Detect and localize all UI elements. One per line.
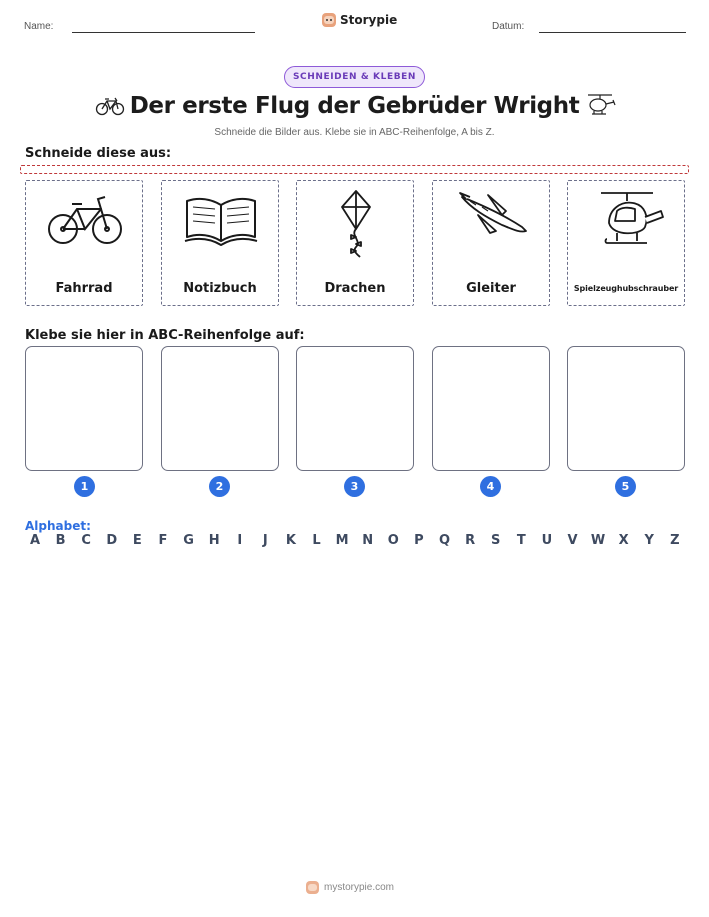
alphabet-letter: Y [644, 533, 654, 548]
alphabet-letter: S [491, 533, 501, 548]
notebook-icon [181, 187, 261, 259]
alphabet-letter: K [285, 533, 296, 548]
alphabet-letter: F [158, 533, 168, 548]
paste-section-heading: Klebe sie hier in ABC-Reihenfolge auf: [25, 328, 305, 343]
cut-section-heading: Schneide diese aus: [25, 146, 172, 161]
footer-url[interactable]: mystorypie.com [324, 882, 395, 893]
cut-card-gleiter[interactable] [432, 180, 550, 306]
card-label: Notizbuch [183, 281, 257, 296]
paste-slot-2[interactable] [161, 346, 279, 471]
helicopter-title-icon [584, 92, 616, 118]
card-label: Fahrrad [55, 281, 113, 296]
alphabet-label: Alphabet: [25, 519, 91, 533]
alphabet-letter: Z [670, 533, 680, 548]
cut-card-fahrrad[interactable] [25, 180, 143, 306]
alphabet-letter: V [567, 533, 578, 548]
alphabet-letter: R [465, 533, 476, 548]
date-line[interactable] [539, 32, 686, 33]
glider-icon [452, 187, 532, 259]
name-line[interactable] [72, 32, 255, 33]
alphabet-row [25, 533, 685, 548]
slot-number-5: 5 [615, 476, 636, 497]
slot-number-3: 3 [344, 476, 365, 497]
alphabet-letter: J [262, 533, 268, 548]
card-label: Gleiter [466, 281, 516, 296]
alphabet-letter: N [362, 533, 374, 548]
storypie-logo-icon [322, 13, 336, 27]
storypie-footer-logo-icon [306, 881, 319, 894]
alphabet-letter: A [29, 533, 41, 548]
alphabet-letter: W [590, 533, 606, 548]
instructions: Schneide die Bilder aus. Klebe sie in ABC-Reihenfolge, A bis Z. [214, 127, 495, 138]
storypie-brand [322, 13, 397, 27]
name-label: Name: [24, 21, 54, 32]
alphabet-letter: B [55, 533, 66, 548]
alphabet-letter: T [516, 533, 526, 548]
date-label: Datum: [492, 21, 525, 32]
card-label: Drachen [324, 281, 386, 296]
cut-card-notizbuch[interactable] [161, 180, 279, 306]
alphabet-letter: D [106, 533, 118, 548]
paste-slot-3[interactable] [296, 346, 414, 471]
alphabet-letter: C [81, 533, 91, 548]
toy-helicopter-icon [587, 187, 667, 259]
slot-number-2: 2 [209, 476, 230, 497]
footer [306, 881, 394, 894]
alphabet-letter: M [335, 533, 349, 548]
brand-name: Storypie [340, 13, 398, 27]
activity-badge: SCHNEIDEN & KLEBEN [284, 66, 425, 88]
card-label: Spielzeughubschrauber [573, 284, 679, 293]
alphabet-letter: U [541, 533, 553, 548]
paste-slot-1[interactable] [25, 346, 143, 471]
slot-number-4: 4 [480, 476, 501, 497]
alphabet-letter: H [208, 533, 220, 548]
alphabet-letter: X [618, 533, 629, 548]
kite-icon [316, 187, 396, 259]
worksheet-title: Der erste Flug der Gebrüder Wright [129, 93, 580, 119]
paste-slot-5[interactable] [567, 346, 685, 471]
cut-line[interactable] [20, 165, 689, 174]
bicycle-icon [45, 187, 125, 259]
alphabet-letter: O [387, 533, 399, 548]
paste-slot-4[interactable] [432, 346, 550, 471]
alphabet-letter: I [237, 533, 243, 548]
cut-card-spielzeughubschrauber[interactable] [567, 180, 685, 306]
alphabet-letter: G [183, 533, 194, 548]
alphabet-letter: L [312, 533, 321, 548]
slot-number-1: 1 [74, 476, 95, 497]
alphabet-letter: P [414, 533, 424, 548]
alphabet-letter: Q [438, 533, 451, 548]
alphabet-letter: E [132, 533, 142, 548]
cut-card-drachen[interactable] [296, 180, 414, 306]
